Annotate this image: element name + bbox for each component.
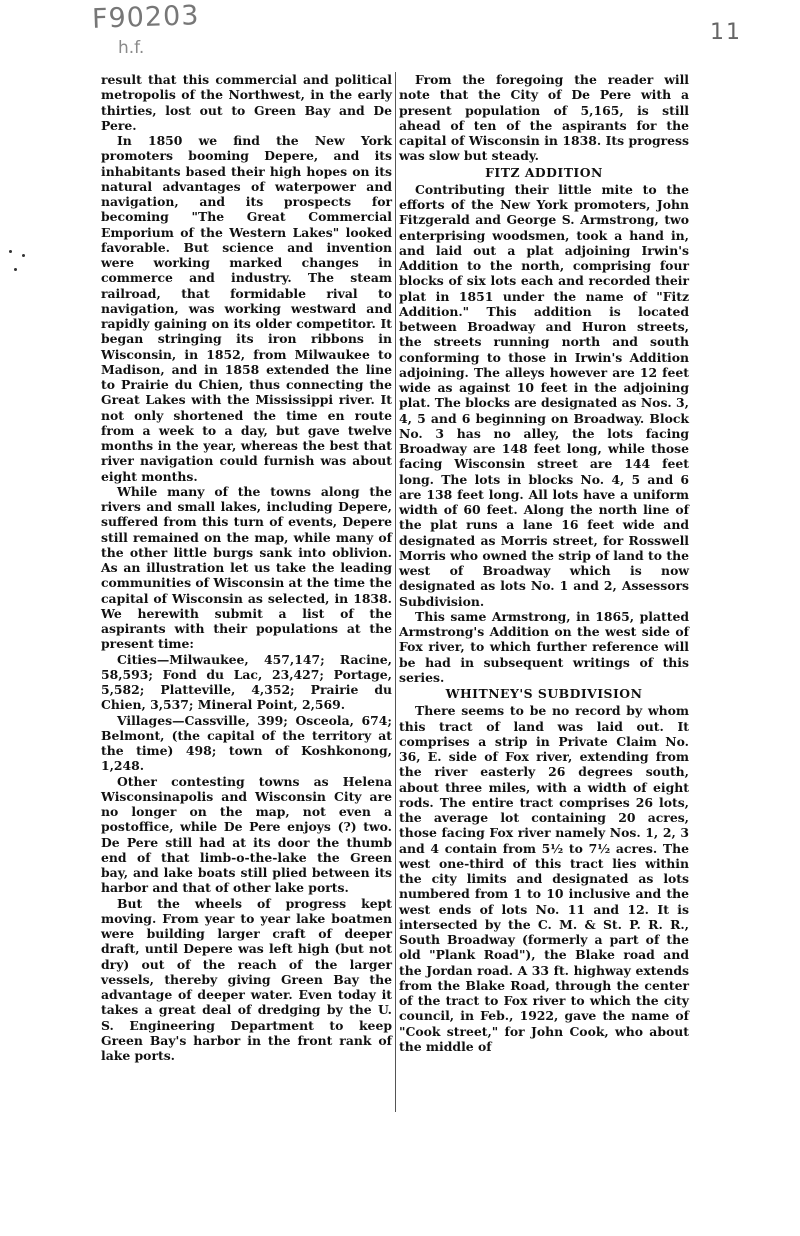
article-paragraph: result that this commercial and political metropolis of the Northwest, in the early thirties, lost out to Green Bay and De Pere. xyxy=(101,72,392,133)
article-paragraph: There seems to be no record by whom this tract of land was laid out. It comprises a strip in Private Claim No. 36, E. side of Fox river, extending from the river easterly 26 degrees south, about three miles, with a width of eight rods. The entire tract comprises 26 lots, the average lot containing 20 acres, those facing Fox river namely Nos. 1, 2, 3 and 4 contain from 5½ to 7½ acres. The west one-third of this tract lies within the city limits and designated as lots numbered from 1 to 10 inclusive and the west ends of lots No. 11 and 12. It is intersected by the C. M. & St. P. R. R., South Broadway (formerly a part of the old "Plank Road"), the Blake road and the Jordan road. A 33 ft. highway extends from the Blake Road, through the center of the tract to Fox river to which the city council, in Feb., 1922, gave the name of "Cook street," for John Cook, who about the middle of xyxy=(399,703,689,1054)
page-mark: 11 xyxy=(710,20,742,45)
article-paragraph: While many of the towns along the rivers and small lakes, including Depere, suffered from this turn of events, Depere still remained on the map, while many of the other little burgs sank into oblivion. As an illustration let us take the leading communities of Wisconsin at the time the capital of Wisconsin as selected, in 1838. We herewith submit a list of the aspirants with their populations at the present time: xyxy=(101,483,392,652)
column-divider xyxy=(395,72,396,1112)
handwritten-archive-code: F90203 xyxy=(91,0,200,35)
article-paragraph: This same Armstrong, in 1865, platted Armstrong's Addition on the west side of Fox river, to which further reference will be had in subsequent writings of this series. xyxy=(399,608,689,685)
population-list-cities: Cities—Milwaukee, 457,147; Racine, 58,593; Fond du Lac, 23,427; Portage, 5,582; Platteville, 4,352; Prairie du Chien, 3,537; Mineral Point, 2,569. xyxy=(101,651,392,713)
margin-speck xyxy=(9,250,12,253)
article-paragraph: But the wheels of progress kept moving. From year to year lake boatmen were building larger craft of deeper draft, until Depere was left high (but not dry) out of the reach of the larger vessels, thereby giving Green Bay the advantage of deeper water. Even today it takes a great deal of dredging by the U. S. Engineering Department to keep Green Bay's harbor in the front rank of lake ports. xyxy=(101,895,392,1063)
article-paragraph: In 1850 we find the New York promoters booming Depere, and its inhabitants based their high hopes on its natural advantages of waterpower and navigation, and its prospects for becoming "The Great Commercial Emporium of the Western Lakes" looked favorable. But science and invention were working marked changes in commerce and industry. The steam railroad, that formidable rival to navigation, was working westward and rapidly gaining on its older competitor. It began stringing its iron ribbons in Wisconsin, in 1852, from Milwaukee to Madison, and in 1858 extended the line to Prairie du Chien, thus connecting the Great Lakes with the Mississippi river. It not only shortened the time en route from a week to a day, but gave twelve months in the year, whereas the best that river navigation could furnish was about eight months. xyxy=(101,133,392,484)
article-paragraph: Other contesting towns as Helena Wisconsinapolis and Wisconsin City are no longer on the map, not even a postoffice, while De Pere enjoys (?) two. De Pere still had at its door the thumb end of that limb-o-the-lake the Green bay, and lake boats still plied between its harbor and that of other lake ports. xyxy=(101,773,392,896)
margin-speck xyxy=(14,268,17,271)
section-heading-whitneys-subdivision: WHITNEY'S SUBDIVISION xyxy=(445,686,643,701)
right-column xyxy=(399,72,689,1054)
article-paragraph: From the foregoing the reader will note that the City of De Pere with a present population of 5,165, is still ahead of ten of the aspirants for the capital of Wisconsin in 1838. Its progress was slow but steady. xyxy=(399,72,689,164)
population-list-villages: Villages—Cassville, 399; Osceola, 674; Belmont, (the capital of the territory at the time) 498; town of Koshkonong, 1,248. xyxy=(101,712,392,774)
margin-speck xyxy=(22,254,25,257)
handwritten-initials: h.f. xyxy=(118,38,145,58)
section-heading-fitz-addition: FITZ ADDITION xyxy=(485,164,603,180)
article-paragraph: Contributing their little mite to the efforts of the New York promoters, John Fitzgerald and George S. Armstrong, two enterprising woodsmen, took a hand in, and laid out a plat adjoining Irwin's Addition to the north, comprising four blocks of six lots each and recorded their plat in 1851 under the name of "Fitz Addition." This addition is located between Broadway and Huron streets, the streets running north and south conforming to those in Irwin's Addition adjoining. The alleys however are 12 feet wide as against 10 feet in the adjoining plat. The blocks are designated as Nos. 3, 4, 5 and 6 beginning on Broadway. Block No. 3 has no alley, the lots facing Broadway are 148 feet long, while those facing Wisconsin street are 144 feet long. The lots in blocks No. 4, 5 and 6 are 138 feet long. All lots have a uniform width of 60 feet. Along the north line of the plat runs a lane 16 feet wide and designated as Morris street, for Rosswell Morris who owned the strip of land to the west of Broadway which is now designated as lots No. 1 and 2, Assessors Subdivision. xyxy=(399,181,689,609)
left-column xyxy=(101,72,392,1063)
